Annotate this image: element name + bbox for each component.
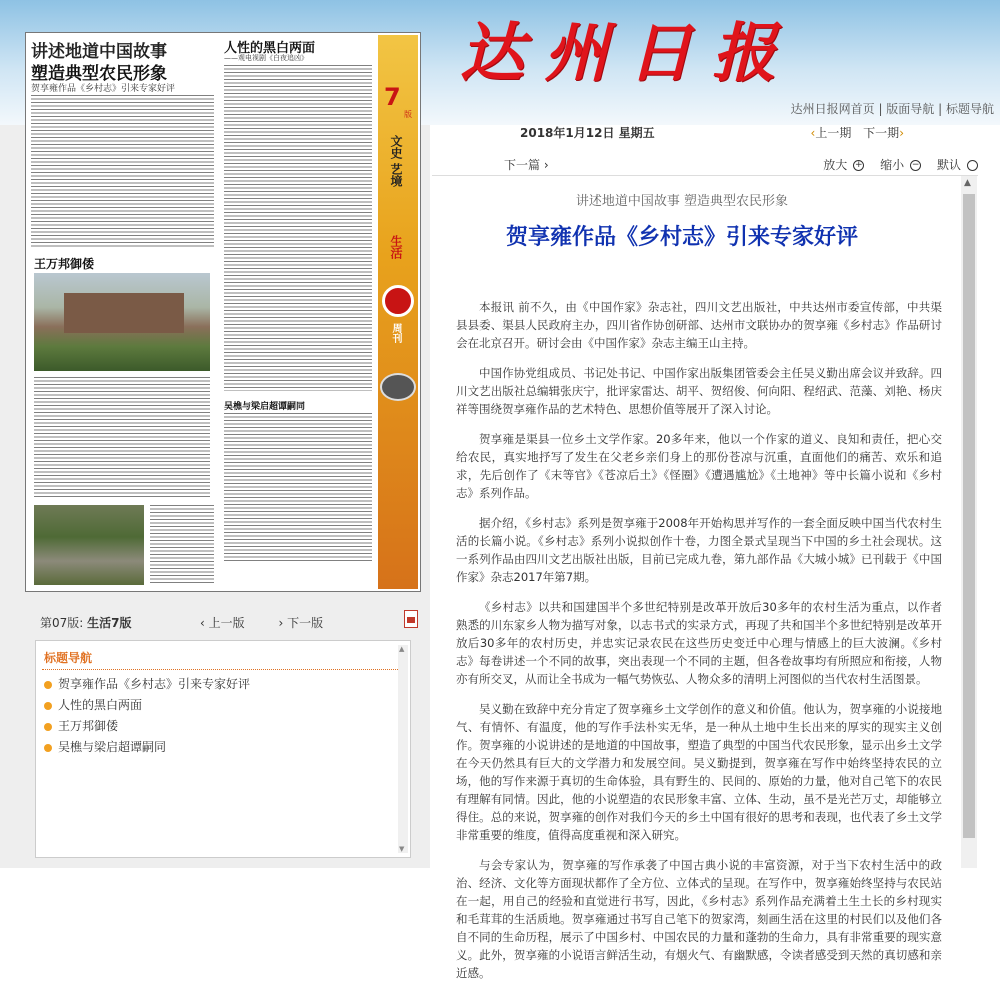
preview-text-block bbox=[31, 95, 214, 247]
title-nav-box bbox=[35, 640, 411, 858]
nav-title-link[interactable]: 标题导航 bbox=[945, 102, 994, 116]
divider bbox=[42, 669, 404, 670]
preview-photo-house bbox=[34, 273, 210, 371]
nav-page-link[interactable]: 版面导航 bbox=[886, 102, 935, 116]
zoom-out-button[interactable]: 缩小 − bbox=[880, 158, 920, 172]
page-label bbox=[40, 614, 132, 631]
article-subtitle: 讲述地道中国故事 塑造典型农民形象 bbox=[575, 194, 789, 209]
page-nav bbox=[200, 614, 353, 631]
section-logo-icon bbox=[380, 373, 416, 401]
preview-text-block bbox=[224, 413, 372, 563]
title-nav-list bbox=[44, 675, 250, 759]
title-nav-scrollbar[interactable] bbox=[398, 645, 408, 853]
chevron-right-icon: › bbox=[899, 126, 904, 140]
article-content bbox=[432, 180, 950, 980]
article-scrollbar[interactable] bbox=[961, 176, 977, 868]
bullet-icon bbox=[44, 723, 52, 731]
nav-home-link[interactable]: 达州日报网首页 bbox=[790, 102, 875, 116]
prev-page-link[interactable]: ‹ 上一版 bbox=[200, 616, 245, 630]
top-nav: 达州日报网首页 | 版面导航 | 标题导航 bbox=[790, 102, 994, 116]
article-paragraph: 贺享雍是渠县一位乡土文学作家。20多年来，他以一个作家的道义、良知和责任，把心交给农民，真实地抒写了发生在父老乡亲们身上的那份苍凉与沉重，直面他们的痛苦、欢乐和追求，先后创作了《末等官》《苍凉后土》《怪圈》《遭遇尴尬》《土地神》等中长篇小说和《乡村志》系列作品。 bbox=[456, 432, 942, 500]
preview-text-block bbox=[34, 377, 210, 497]
scrollbar-thumb[interactable] bbox=[963, 194, 975, 838]
next-issue-link[interactable]: 下一期 bbox=[863, 126, 900, 140]
preview-section-title[interactable]: 王万邦御倭 bbox=[34, 257, 95, 271]
issue-date: 2018年1月12日 星期五 bbox=[520, 126, 655, 140]
zoom-controls bbox=[811, 156, 978, 173]
next-article-link[interactable]: 下一篇 › bbox=[504, 158, 549, 172]
article-toolbar bbox=[432, 150, 978, 176]
issue-nav bbox=[803, 124, 904, 141]
plus-icon: + bbox=[855, 160, 863, 170]
zoom-default-button[interactable]: 默认 bbox=[931, 158, 978, 172]
next-page-link[interactable]: › 下一版 bbox=[278, 616, 324, 630]
page-number-label: 第07版: bbox=[40, 616, 84, 630]
preview-text-block bbox=[150, 505, 214, 585]
preview-section-banner bbox=[378, 35, 418, 589]
preview-bottom-headline[interactable]: 吴樵与梁启超谭嗣同 bbox=[224, 402, 306, 412]
article-paragraph: 《乡村志》以共和国建国半个多世纪特别是改革开放后30多年的农村生活为重点，以作者熟悉的川东家乡人物为描写对象，以志书式的实录方式，再现了共和国半个多世纪特别是改革开放后30多年的农村历史，并忠实记录农民在这些历史变迁中心理与情感上的巨大波澜。《乡村志》每卷讲述一个不同的故事，突出表现一个不同的主题，但各卷故事均有所照应和衔接，人物亦有所交叉，从而让全书成为一幅气势恢弘、人物众多的清明上河图似的当代农村生活图景。 bbox=[456, 600, 942, 686]
title-nav-item[interactable] bbox=[44, 696, 250, 717]
title-nav-link[interactable]: 吴樵与梁启超谭嗣同 bbox=[58, 740, 167, 754]
title-nav-link[interactable]: 人性的黑白两面 bbox=[58, 698, 143, 712]
section-label-2: 生活 bbox=[389, 235, 403, 259]
chevron-left-icon: ‹ bbox=[810, 126, 816, 140]
article-body bbox=[456, 298, 942, 994]
title-nav-item[interactable] bbox=[44, 738, 250, 759]
article-paragraph: 中国作协党组成员、书记处书记、中国作家出版集团管委会主任吴义勤出席会议并致辞。四川文艺出版社总编辑张庆宁，批评家雷达、胡平、贺绍俊、何向阳、程绍武、范藻、刘艳、杨庆祥等围绕贺享雍作品的艺术特色、思想价值等展开了深入讨论。 bbox=[456, 366, 942, 416]
title-nav-link[interactable]: 王万邦御倭 bbox=[58, 719, 119, 733]
bullet-icon bbox=[44, 681, 52, 689]
article-paragraph: 与会专家认为，贺享雍的写作承袭了中国古典小说的丰富资源，对于当下农村生活中的政治、经济、文化等方面现状都作了全方位、立体式的呈现。在写作中，贺享雍始终坚持与农民站在一起，用自己的经验和直觉进行书写，因此，《乡村志》系列作品充满着土生土长的乡村现实和毛茸茸的生活质地。贺享雍通过书写自己笔下的贺家湾，刻画生活在这里的村民们以及他们各自不同的生命历程，展示了中国乡村、中国农民的力量和蓬勃的生命力，具有非常重要的现实意义。此外，贺享雍的小说语言鲜活生动，有烟火气、有幽默感，令读者感受到天然的真切感和亲近感。 bbox=[456, 858, 942, 980]
section-label-3: 周刊 bbox=[390, 323, 401, 343]
section-label: 文史 艺境 bbox=[389, 135, 403, 188]
title-nav-item[interactable] bbox=[44, 717, 250, 738]
preview-photo-ruins bbox=[34, 505, 144, 585]
preview-headline-1[interactable]: 讲述地道中国故事 bbox=[31, 42, 167, 62]
preview-headline-sub[interactable]: 贺享雍作品《乡村志》引来专家好评 bbox=[31, 84, 176, 94]
circle-icon bbox=[967, 160, 978, 171]
article-paragraph: 吴义勤在致辞中充分肯定了贺享雍乡土文学创作的意义和价值。他认为，贺享雍的小说接地气、有情怀、有温度，他的写作手法朴实无华，是一种从土地中生长出来的厚实的现实主义创作。贺享雍的小说讲述的是地道的中国故事，塑造了典型的中国当代农民形象，显示出乡土文学在今天仍然具有巨大的文学潜力和发展空间。吴义勤提到，贺享雍在写作中始终坚持农民的立场，他的写作来源于真切的生命体验，具有野生的、民间的、原始的力量，他对自己笔下的农民有理解有同情。因此，他的小说塑造的农民形象丰富、立体、生动，虽不是光芒万丈，却能够立得住。总的来说，贺享雍的创作对我们今天的乡土中国有很好的思考和表现，也代表了乡土文学非常重要的维度，值得高度重视和深入研究。 bbox=[456, 702, 942, 842]
page-preview[interactable] bbox=[25, 32, 421, 592]
minus-icon: − bbox=[911, 160, 920, 170]
prev-issue-link[interactable]: 上一期 bbox=[815, 126, 852, 140]
article-paragraph: 本报讯 前不久，由《中国作家》杂志社，四川文艺出版社，中共达州市委宣传部，中共渠县县委、渠县人民政府主办，四川省作协创研部、达州市文联协办的贺享雍《乡村志》作品研讨会在北京召开。研讨会由《中国作家》杂志主编王山主持。 bbox=[456, 300, 942, 350]
bullet-icon bbox=[44, 744, 52, 752]
section-badge-icon bbox=[382, 285, 414, 317]
title-nav-link[interactable]: 贺享雍作品《乡村志》引来专家好评 bbox=[58, 677, 251, 691]
preview-headline-right[interactable]: 人性的黑白两面 bbox=[224, 41, 316, 56]
article-paragraph: 据介绍，《乡村志》系列是贺享雍于2008年开始构思并写作的一套全面反映中国当代农村生活的长篇小说。《乡村志》系列小说拟创作十卷，力图全景式呈现当下中国的乡土社会现状。这一系列作品由四川文艺出版社出版，目前已完成九卷，第九部作品《大城小城》已刊载于《中国作家》杂志2017年第7期。 bbox=[456, 516, 942, 584]
title-nav-item[interactable] bbox=[44, 675, 250, 696]
bullet-icon bbox=[44, 702, 52, 710]
pdf-icon[interactable] bbox=[404, 610, 418, 628]
preview-headline-2[interactable]: 塑造典型农民形象 bbox=[31, 64, 167, 84]
page-name: 生活7版 bbox=[87, 616, 132, 630]
scroll-up-icon[interactable]: ▲ bbox=[964, 178, 971, 188]
section-number: 7 bbox=[384, 83, 401, 111]
article-panel bbox=[432, 150, 978, 980]
newspaper-logo: 达州日报 bbox=[460, 16, 796, 91]
zoom-in-button[interactable]: 放大 + bbox=[823, 158, 863, 172]
title-nav-heading: 标题导航 bbox=[44, 651, 93, 665]
preview-headline-right-sub: ——观电视剧《白夜追凶》 bbox=[224, 54, 308, 62]
section-ver: 版 bbox=[404, 110, 412, 119]
article-title: 贺享雍作品《乡村志》引来专家好评 bbox=[505, 225, 858, 250]
preview-text-block bbox=[224, 65, 372, 391]
